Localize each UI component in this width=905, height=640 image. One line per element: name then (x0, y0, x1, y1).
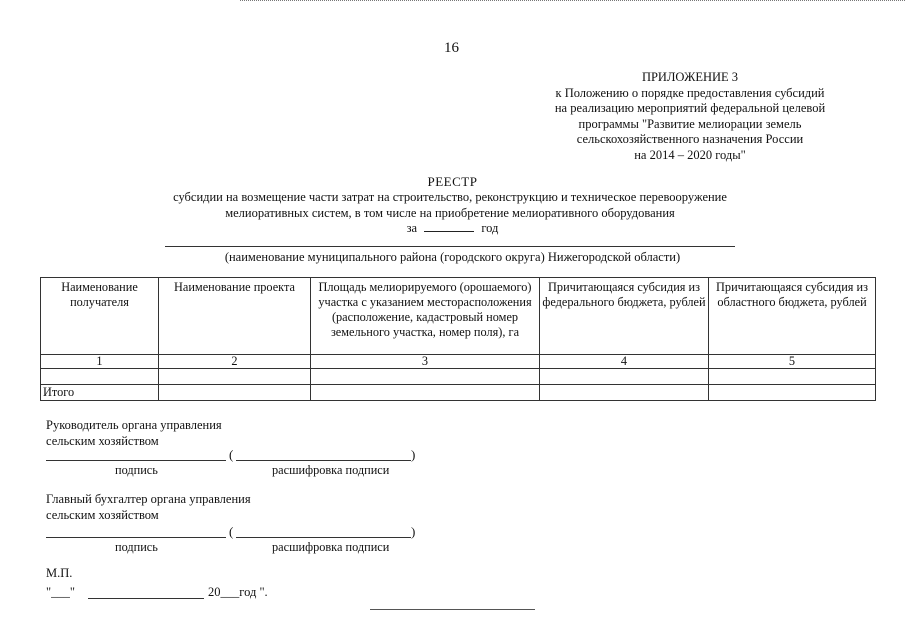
column-number: 3 (311, 355, 540, 369)
total-label: Итого (41, 385, 159, 401)
date-day: "___" (46, 585, 75, 599)
header-area: Площадь мелиорируемого (орошаемого) участка с указанием месторасположения (расположение, кадастровый номер земельного участка, номер поля), га (311, 278, 540, 355)
register-table (40, 277, 876, 401)
signatory-title-line: сельским хозяйством (46, 433, 159, 448)
register-subtitle-line: субсидии на возмещение части затрат на строительство, реконструкцию и техническое перевооружение (173, 190, 727, 204)
header-federal-subsidy: Причитающаяся субсидия из федерального бюджета, рублей (540, 278, 709, 355)
appendix-line: программы "Развитие мелиорации земель (578, 116, 802, 131)
top-edge-rule (240, 0, 905, 1)
date-year: 20___год ". (208, 585, 268, 599)
signature-field[interactable] (46, 460, 226, 461)
column-number: 1 (41, 355, 159, 369)
seal-label: М.П. (46, 566, 73, 580)
signatory-title-line: Руководитель органа управления (46, 418, 222, 432)
table-header-row (41, 278, 876, 355)
page-number: 16 (444, 40, 459, 56)
column-number: 5 (709, 355, 876, 369)
name-caption: расшифровка подписи (272, 463, 390, 477)
open-paren: ( (229, 524, 234, 539)
close-paren: ) (411, 524, 416, 539)
signature-block-accountant (46, 492, 251, 523)
year-suffix: год (481, 221, 499, 235)
header-regional-subsidy: Причитающаяся субсидия из областного бюджета, рублей (709, 278, 876, 355)
table-cell[interactable] (159, 369, 311, 385)
header-recipient: Наименование получателя (41, 278, 159, 355)
year-blank-field[interactable] (424, 220, 474, 232)
column-number: 2 (159, 355, 311, 369)
open-paren: ( (229, 447, 234, 462)
table-cell[interactable] (709, 369, 876, 385)
table-row (41, 369, 876, 385)
municipality-caption: (наименование муниципального района (городского округа) Нижегородской области) (224, 250, 681, 264)
appendix-title: ПРИЛОЖЕНИЕ 3 (641, 70, 739, 84)
name-field[interactable] (236, 537, 411, 538)
footer-rule (370, 609, 535, 610)
name-field[interactable] (236, 460, 411, 461)
table-cell[interactable] (709, 385, 876, 401)
total-row (41, 385, 876, 401)
header-project: Наименование проекта (159, 278, 311, 355)
signatory-title-line: сельским хозяйством (46, 507, 159, 522)
appendix-line: на 2014 – 2020 годы" (634, 147, 746, 162)
register-subtitle-line: мелиоративных систем, в том числе на приобретение мелиоративного оборудования (225, 205, 675, 220)
name-caption: расшифровка подписи (272, 540, 390, 554)
table-cell[interactable] (540, 385, 709, 401)
appendix-line: к Положению о порядке предоставления субсидий (555, 85, 825, 100)
table-cell[interactable] (311, 369, 540, 385)
table-cell[interactable] (540, 369, 709, 385)
column-number-row (41, 355, 876, 369)
signatory-title-line: Главный бухгалтер органа управления (46, 492, 251, 506)
signature-field[interactable] (46, 537, 226, 538)
year-prefix: за (406, 221, 418, 235)
signature-caption: подпись (115, 463, 158, 477)
signature-caption: подпись (115, 540, 158, 554)
year-line (0, 220, 905, 236)
appendix-line: сельскохозяйственного назначения России (576, 132, 804, 146)
column-number: 4 (540, 355, 709, 369)
table-cell[interactable] (159, 385, 311, 401)
register-subtitle (100, 190, 800, 221)
register-title: РЕЕСТР (427, 174, 478, 189)
appendix-line: на реализацию мероприятий федеральной целевой (554, 101, 826, 115)
appendix-header (540, 70, 840, 163)
date-month-field[interactable] (88, 598, 204, 599)
table-cell[interactable] (311, 385, 540, 401)
table-cell[interactable] (41, 369, 159, 385)
close-paren: ) (411, 447, 416, 462)
municipality-blank-field[interactable] (165, 246, 735, 247)
signature-block-head (46, 418, 222, 449)
